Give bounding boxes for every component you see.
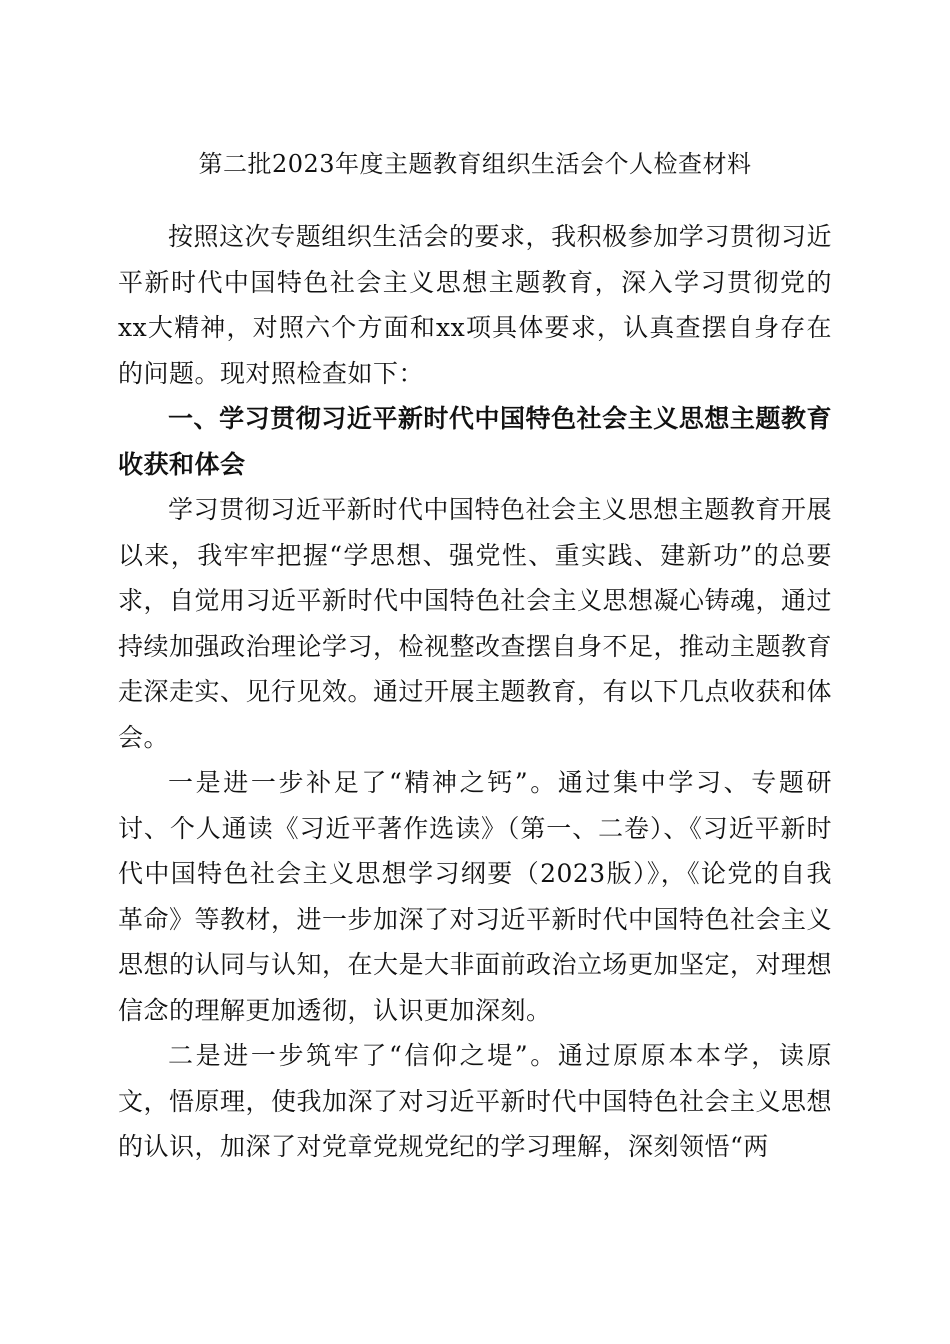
section1-paragraph-2: 一是进一步补足了“精神之钙”。通过集中学习、专题研讨、个人通读《习近平著作选读》（第一、二卷）、《习近平新时代中国特色社会主义思想学习纲要（2023版）》，《论党的自我革命》等教材，进一步加深了对习近平新时代中国特色社会主义思想的认同与认知，在大是大非面前政治立场更加坚定，对理想信念的理解更加透彻，认识更加深刻。: [118, 768, 833, 1025]
document-title: 第二批2023年度主题教育组织生活会个人检查材料: [198, 150, 752, 178]
section1-paragraph-3: 二是进一步筑牢了“信仰之堤”。通过原原本本学，读原文，悟原理，使我加深了对习近平新时代中国特色社会主义思想的认识，加深了对党章党规党纪的学习理解，深刻领悟“两: [118, 1041, 833, 1161]
document-body: [118, 214, 832, 1170]
section-heading-1: 一、学习贯彻习近平新时代中国特色社会主义思想主题教育收获和体会: [118, 404, 832, 479]
intro-paragraph: 按照这次专题组织生活会的要求，我积极参加学习贯彻习近平新时代中国特色社会主义思想主题教育，深入学习贯彻党的xx大精神，对照六个方面和xx项具体要求，认真查摆自身存在的问题。现对照检查如下：: [118, 222, 832, 388]
section1-paragraph-1: 学习贯彻习近平新时代中国特色社会主义思想主题教育开展以来，我牢牢把握“学思想、强党性、重实践、建新功”的总要求，自觉用习近平新时代中国特色社会主义思想凝心铸魂，通过持续加强政治理论学习，检视整改查摆自身不足，推动主题教育走深走实、见行见效。通过开展主题教育，有以下几点收获和体会。: [118, 495, 833, 752]
